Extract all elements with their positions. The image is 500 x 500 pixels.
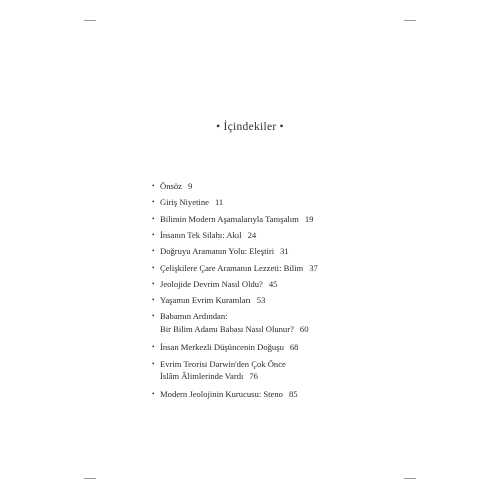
toc-entry-title: Babamın Ardından: xyxy=(160,311,228,322)
title-ornament-right: • xyxy=(279,121,284,133)
toc-page-number: 11 xyxy=(214,197,224,208)
toc-entry xyxy=(152,341,298,354)
bullet-icon: • xyxy=(152,263,155,272)
toc-entry-title xyxy=(160,323,309,336)
bullet-icon: • xyxy=(152,359,155,368)
toc-entry-title xyxy=(160,341,298,354)
crop-mark-bottom-right xyxy=(404,478,416,479)
crop-mark-bottom-left xyxy=(84,478,96,479)
toc-entry xyxy=(152,262,318,275)
toc-entry-text: İslâm Âlimlerinde Vardı xyxy=(160,371,244,381)
bullet-icon: • xyxy=(152,312,155,321)
bullet-icon: • xyxy=(152,390,155,399)
toc-page-number: 31 xyxy=(280,246,289,257)
toc-entry xyxy=(152,196,223,209)
toc-entry-title xyxy=(160,388,298,401)
bullet-icon: • xyxy=(152,279,155,288)
toc-entry-text: Yaşamın Evrim Kuramları xyxy=(160,295,251,306)
crop-mark-top-left xyxy=(84,20,96,21)
toc-page-number: 76 xyxy=(249,371,258,381)
toc-entry-text: Giriş Niyetine xyxy=(160,197,209,208)
toc-entry-title xyxy=(160,180,192,193)
toc-entry-title xyxy=(160,213,313,226)
toc-entry-title xyxy=(160,262,318,275)
toc-entry-title xyxy=(160,278,277,291)
toc-page-number: 9 xyxy=(187,181,193,191)
title-text: İçindekiler xyxy=(223,121,277,133)
toc-entry xyxy=(152,294,265,307)
toc-entry-title xyxy=(160,370,286,383)
toc-entry xyxy=(152,180,192,193)
bullet-icon: • xyxy=(152,343,155,352)
toc-entry-text: Çelişkilere Çare Aramanın Lezzeti: Bilim xyxy=(160,262,304,273)
toc-page-number: 45 xyxy=(268,278,278,289)
toc-page-number: 85 xyxy=(288,389,298,400)
toc-page-number: 24 xyxy=(247,229,257,240)
toc-page-number: 53 xyxy=(256,295,266,306)
toc-entry xyxy=(152,245,289,258)
toc-entry-text: Önsöz xyxy=(160,181,182,191)
toc-entry xyxy=(152,278,277,291)
toc-entry xyxy=(152,310,309,335)
toc-entry xyxy=(152,358,286,383)
bullet-icon: • xyxy=(152,296,155,305)
toc-page-number: 60 xyxy=(299,323,309,334)
toc-entry xyxy=(152,213,313,226)
toc-entry-text: Bilimin Modern Aşamalarıyla Tanışalım xyxy=(160,213,299,224)
toc-entry-title xyxy=(160,245,289,258)
toc-entry-text: Doğruyu Aramanın Yolu: Eleştiri xyxy=(160,246,275,257)
bullet-icon: • xyxy=(152,182,155,190)
bullet-icon: • xyxy=(152,230,155,239)
toc-entry-text: İnsanın Tek Silahı: Akıl xyxy=(160,229,242,240)
bullet-icon: • xyxy=(152,214,155,223)
toc-entry-title xyxy=(160,229,256,242)
toc-entry-title xyxy=(160,196,223,209)
toc-entry-title xyxy=(160,294,265,307)
toc-entry-text: Modern Jeolojinin Kurucusu: Steno xyxy=(160,389,283,400)
toc-page-number: 19 xyxy=(304,213,314,224)
toc-entry xyxy=(152,388,298,401)
toc-entry-text: Bir Bilim Adamı Babası Nasıl Olunur? xyxy=(160,323,294,334)
toc-entry-text: İnsan Merkezli Düşüncenin Doğuşu xyxy=(160,342,284,353)
toc-page-number: 37 xyxy=(309,262,318,273)
bullet-icon: • xyxy=(152,198,155,207)
title-ornament-left: • xyxy=(216,121,221,133)
crop-mark-top-right xyxy=(404,20,416,21)
page-title xyxy=(0,121,500,133)
toc-entry-title: Evrim Teorisi Darwin'den Çok Önce xyxy=(160,358,286,369)
toc-entry xyxy=(152,229,256,242)
toc-page-number: 68 xyxy=(289,342,299,353)
bullet-icon: • xyxy=(152,247,155,256)
toc-entry-text: Jeolojide Devrim Nasıl Oldu? xyxy=(160,278,263,289)
